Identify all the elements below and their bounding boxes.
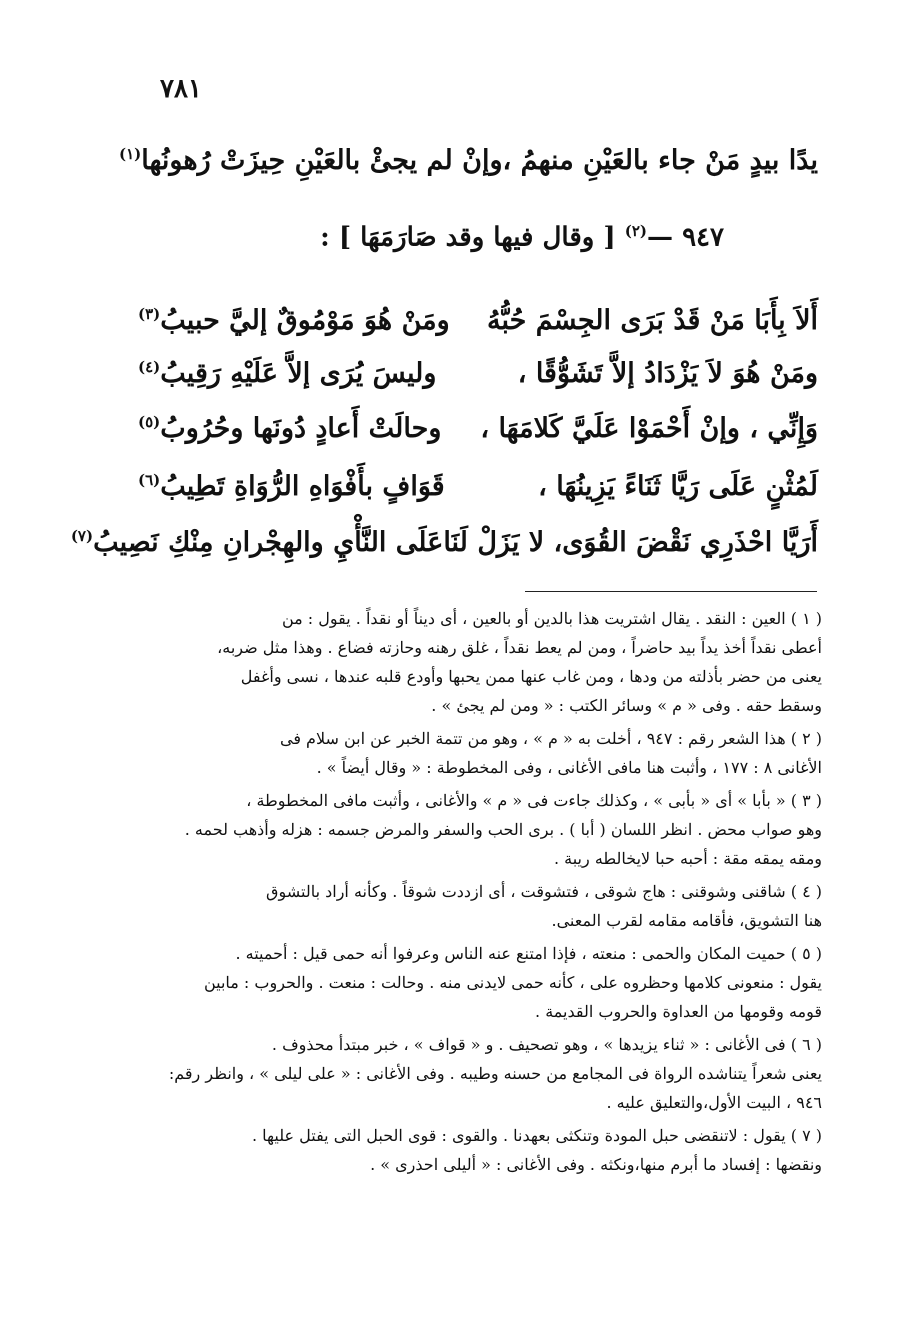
footnote-ref: (٢) — [624, 222, 648, 240]
verse-second-hemistich — [138, 471, 445, 502]
poem-number: ٩٤٧ — — [647, 222, 724, 253]
footnote-line: الأغانى ٨ : ١٧٧ ، وأثبت هنا مافى الأغانى ، وفى المخطوطة : « وقال أيضاً » . — [316, 758, 822, 777]
footnote-line: وهو صواب محض . انظر اللسان ( أبا ) . برى الحب والسفر والمرض جسمه : هزله وأذهب لحمه . — [184, 820, 822, 839]
verse-second-text: وليسَ يُرَى إلاَّ عَلَيْهِ رَقِيبُ — [160, 357, 437, 389]
footnote-ref: (٦) — [138, 470, 161, 489]
footnote-line: يعنى من حضر بأذلته من ودها ، ومن غاب عنها ممن يحبها وأودع قلبه عندها ، نسى وأغفل — [240, 667, 822, 686]
verse-line — [138, 462, 818, 510]
verse-first-hemistich: لَمُثْنٍ عَلَى رَيَّا ثَنَاءً يَزِينُهَا ، — [538, 470, 818, 502]
footnote-line: ( ٢ ) هذا الشعر رقم : ٩٤٧ ، أخلت به « م » ، وهو من تتمة الخبر عن ابن سلام فى — [279, 729, 822, 748]
verse-first-hemistich: وَإِنِّي ، وإنْ أَحْمَوْا عَلَيَّ كَلامَهَا ، — [480, 412, 818, 444]
footnote-line: ( ٦ ) فى الأغانى : « ثناء يزيدها » ، وهو تصحيف . و « قواف » ، خبر مبتدأ محذوف . — [271, 1035, 822, 1054]
verse-first-hemistich: أَرَيَّا احْذَرِي نَقْضَ القُوَى، لا يَزَلْ لَنَا — [443, 526, 818, 558]
top-verse — [118, 136, 818, 184]
verse-first-hemistich: يدًا بيدٍ مَنْ جاء بالعَيْنِ منهمُ ، — [502, 144, 818, 176]
footnote-line: ( ١ ) العين : النقد . يقال اشتريت هذا بالدين أو بالعين ، أى ديناً أو نقداً . يقول : من — [281, 609, 822, 628]
verse-first-hemistich: ومَنْ هُوَ لاَ يَزْدَادُ إلاَّ تَشَوُّقًا ، — [517, 357, 818, 389]
verse-second-text: عَلَى النَّأْيِ والهِجْرانِ مِنْكِ نَصِيبُ — [93, 526, 444, 558]
verse-second-hemistich — [119, 145, 503, 176]
footnote-divider — [525, 591, 817, 592]
verse-second-text: وحالَتْ أَعادٍ دُونَها وحُرُوبُ — [160, 412, 442, 444]
footnote — [132, 724, 822, 782]
footnote-ref: (٥) — [138, 412, 161, 431]
verse-second-text: قَوَافٍ بأَفْوَاهِ الرُّوَاةِ تَطِيبُ — [160, 470, 445, 502]
footnote-line: ونقضها : إفساد ما أبرم منها،ونكثه . وفى الأغانى : « أليلى احذرى » . — [370, 1155, 822, 1174]
verse-second-hemistich — [71, 527, 444, 558]
footnote-line: ( ٤ ) شاقنى وشوقنى : هاج شوقى ، فتشوقت ، أى ازددت شوقاً . وكأنه أراد بالتشوق — [266, 882, 822, 901]
verse-first-hemistich: أَلاَ بِأَبَا مَنْ قَدْ بَرَى الجِسْمَ حُبُّهُ — [487, 304, 818, 336]
verse-second-hemistich — [138, 305, 450, 336]
footnote-line: ومقه يمقه مقة : أحبه حبا لايخالطه ريبة . — [553, 849, 822, 868]
footnote-line: ( ٣ ) « بأبا » أى « بأبى » ، وكذلك جاءت فى « م » والأغانى ، وأثبت مافى المخطوطة ، — [246, 791, 822, 810]
footnote-line: قومه وقومها من العداوة والحروب القديمة . — [535, 1002, 822, 1021]
footnote-line: ( ٥ ) حميت المكان والحمى : منعته ، فإذا امتنع عنه الناس وعرفوا أنه حمى قيل : أحميته . — [235, 944, 822, 963]
footnote-ref: (٤) — [138, 357, 161, 376]
footnote — [132, 604, 822, 720]
verse-line — [70, 518, 818, 566]
footnote-line: يقول : منعونى كلامها وحظروه على ، كأنه حمى لايدنى منه . وحالت : منعت . والحروب : مابين — [203, 973, 822, 992]
verse-second-text: وإنْ لم يجئْ بالعَيْنِ حِيزَتْ رُهونُها — [141, 144, 503, 176]
poem-heading — [240, 222, 724, 253]
verse-line — [138, 296, 818, 344]
footnote — [132, 1030, 822, 1117]
footnote — [132, 1121, 822, 1179]
footnote-line: ٩٤٦ ، البيت الأول،والتعليق عليه . — [606, 1093, 822, 1112]
footnote — [132, 786, 822, 873]
footnote — [132, 939, 822, 1026]
verse-second-hemistich — [138, 413, 441, 444]
footnote-ref: (٧) — [70, 526, 94, 545]
footnote-ref: (٣) — [138, 304, 161, 323]
verse-second-text: ومَنْ هُوَ مَوْمُوقٌ إليَّ حبيبُ — [160, 304, 450, 336]
footnote-line: هنا التشويق، فأقامه مقامه لقرب المعنى. — [551, 911, 822, 930]
footnote-line: يعنى شعراً يتناشده الرواة فى المجامع من حسنه وطيبه . وفى الأغانى : « على ليلى » ، وانظر رقم: — [168, 1064, 822, 1083]
footnotes — [132, 604, 822, 1183]
footnote-ref: (١) — [118, 144, 142, 163]
verse-line — [138, 404, 818, 452]
footnote-line: أعطى نقداً أخذ يداً بيد حاضراً ، ومن لم يعط نقداً ، غلق رهنه وحازته فضاع . وهذا مثل ضربه، — [217, 638, 822, 657]
footnote-line: ( ٧ ) يقول : لاتنقضى حبل المودة وتنكثى بعهدنا . والقوى : قوى الحبل التى يفتل عليها . — [251, 1126, 822, 1145]
page-number: ٧٨١ — [160, 74, 202, 104]
poem-heading-text: [ وقال فيها وقد صَارَمَهَا ] : — [320, 222, 616, 253]
footnote — [132, 877, 822, 935]
verse-line — [138, 349, 818, 397]
verse-second-hemistich — [138, 358, 436, 389]
footnote-line: وسقط حقه . وفى « م » وسائر الكتب : « ومن لم يجئ » . — [431, 696, 822, 715]
